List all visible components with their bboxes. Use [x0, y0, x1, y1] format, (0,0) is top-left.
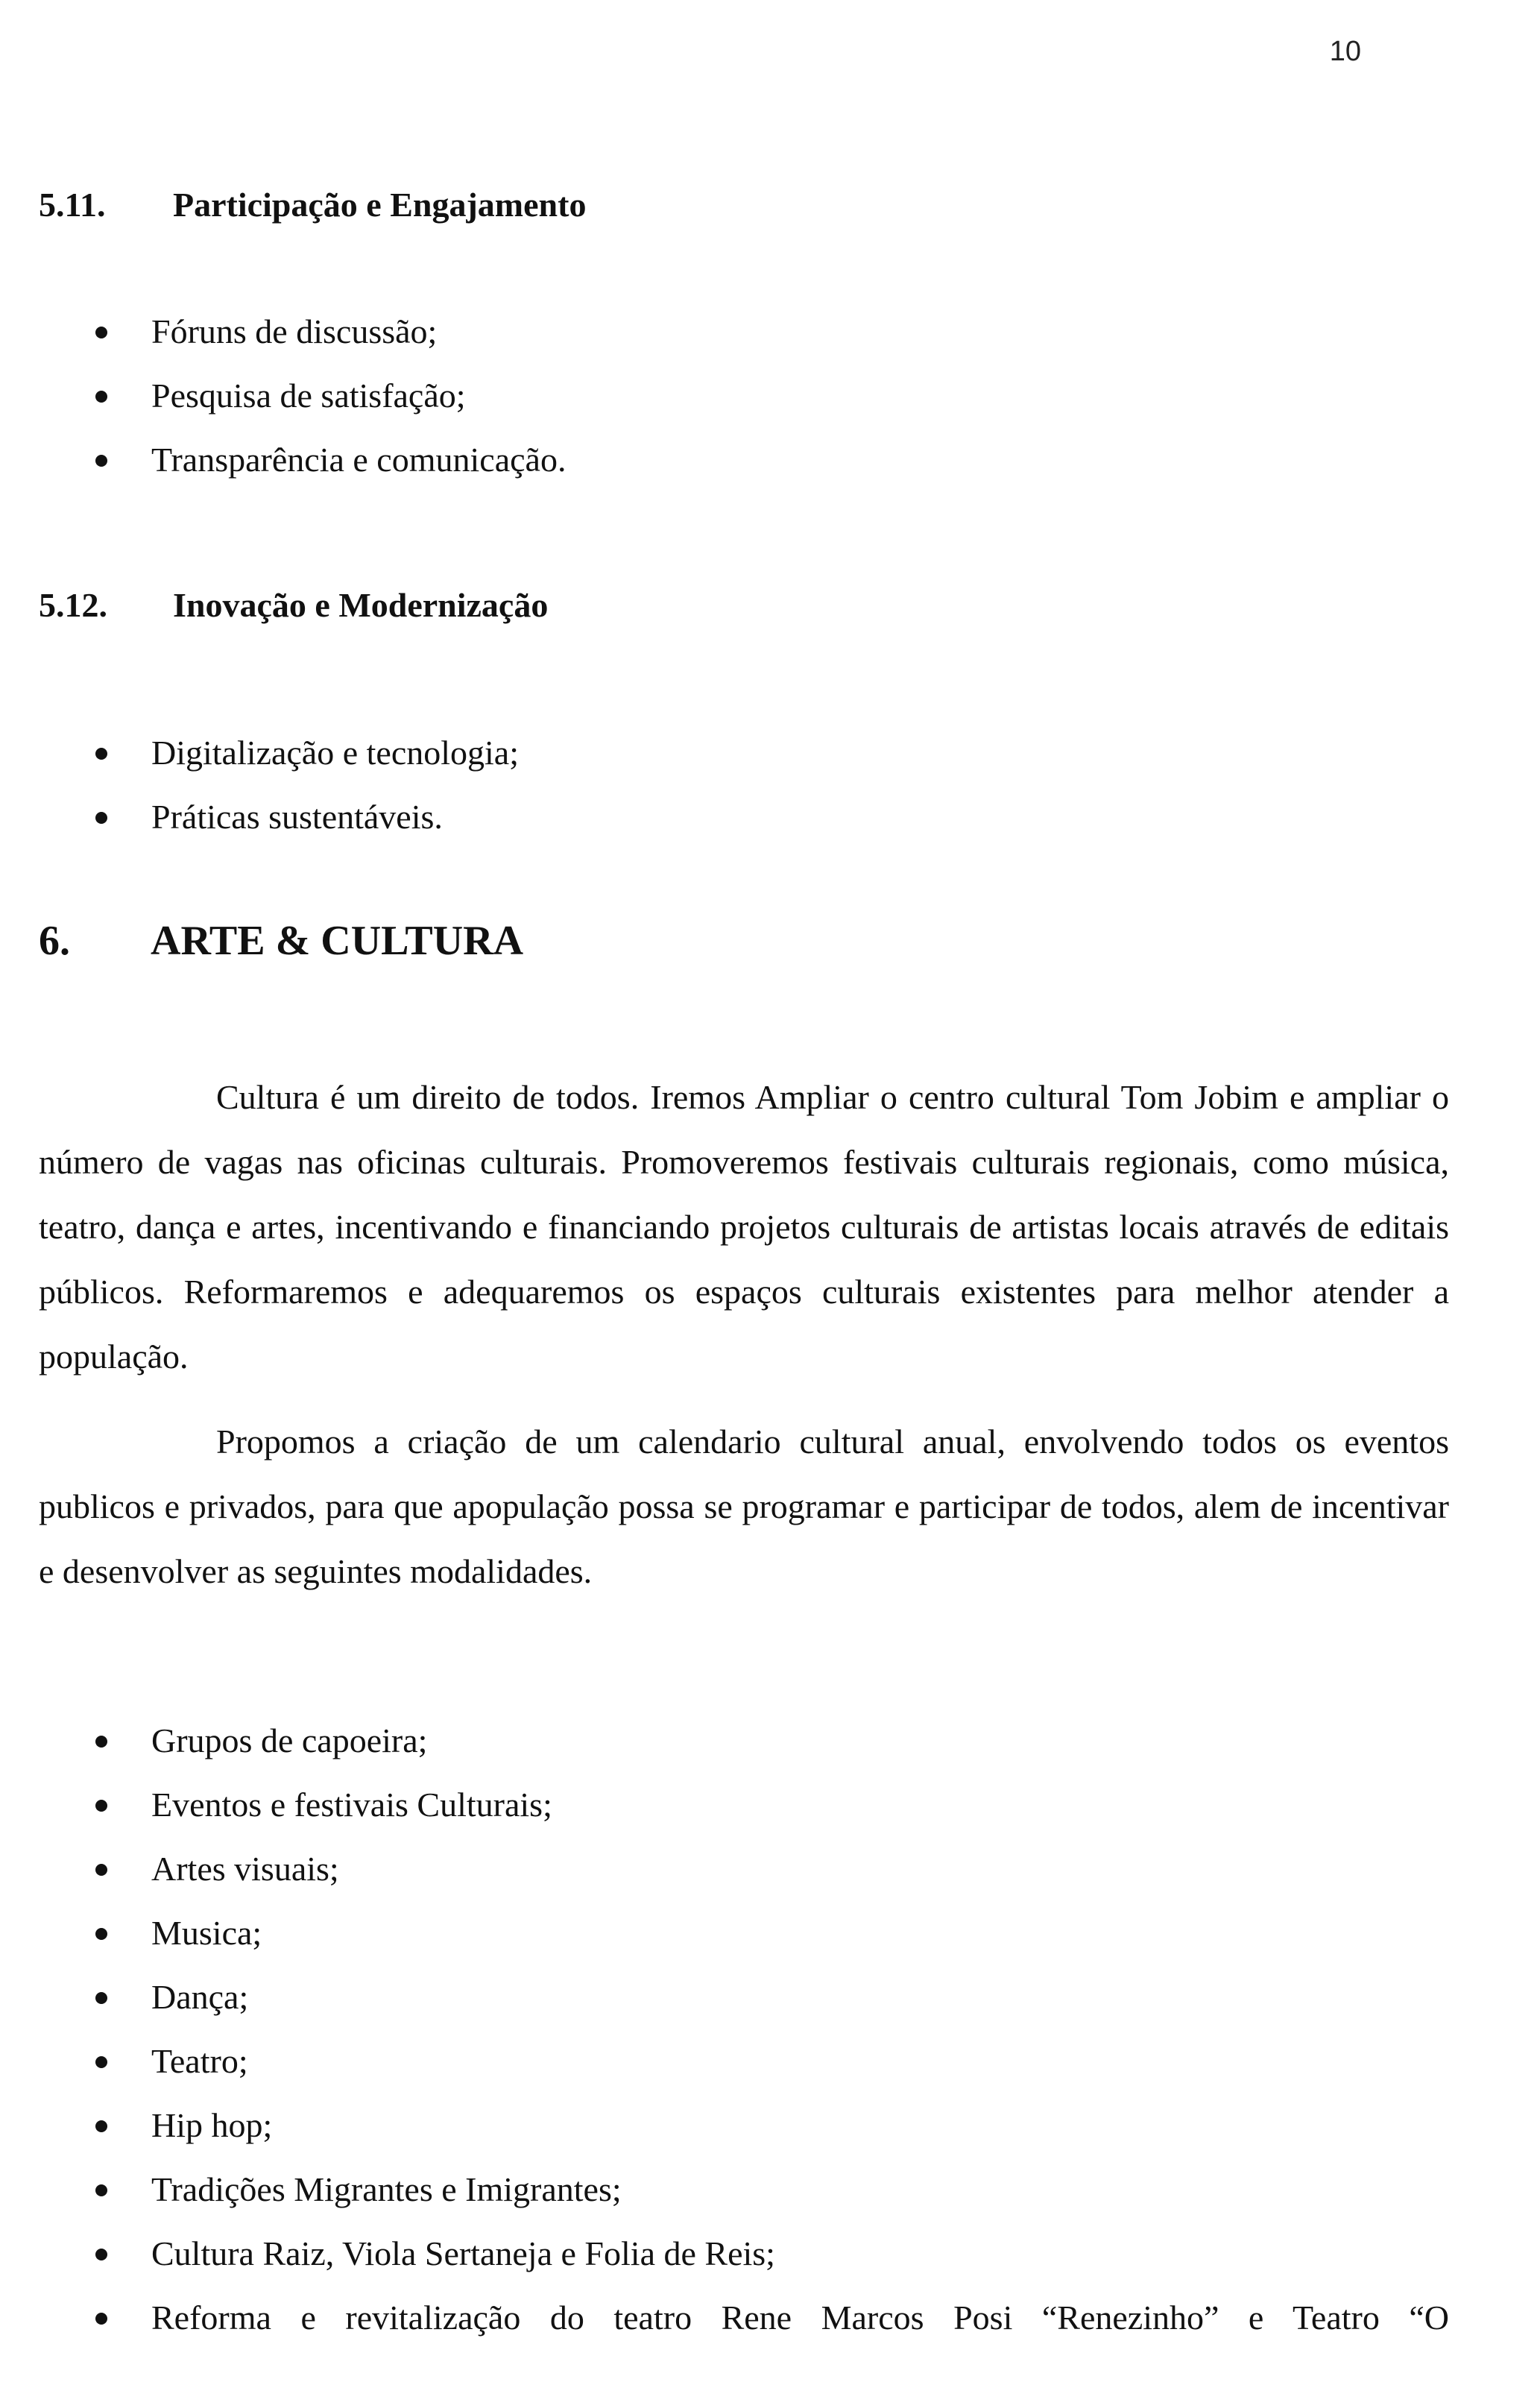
section-title: Inovação e Modernização [173, 586, 549, 624]
chapter-title: ARTE & CULTURA [151, 918, 524, 964]
bullet-icon [95, 1992, 107, 2004]
list-item-text: Teatro; [151, 2042, 248, 2080]
list-item [0, 1773, 1540, 1837]
list-item [0, 2222, 1540, 2286]
bullet-list-modalities [0, 1709, 1540, 2350]
list-item-text: Artes visuais; [151, 1850, 339, 1888]
bullet-icon [95, 2056, 107, 2068]
list-item [0, 364, 1540, 428]
list-item-text: Transparência e comunicação. [151, 441, 567, 479]
bullet-icon [95, 327, 107, 338]
section-heading-5-11 [39, 185, 586, 224]
paragraph-culture-right: Cultura é um direito de todos. Iremos Ampliar o centro cultural Tom Jobim e ampliar o número de vagas nas oficinas culturais. Promoveremos festivais culturais regionais, como música, teatro, dança e artes, incentivando e financiando projetos culturais de artistas locais através de editais públicos. Reformaremos e adequaremos os espaços culturais existentes para melhor atender a população. [39, 1078, 1449, 1376]
bullet-list-5-12 [0, 721, 1540, 849]
bullet-icon [95, 1864, 107, 1876]
page-number: 10 [1329, 36, 1361, 67]
paragraph-cultural-calendar: Propomos a criação de um calendario cultural anual, envolvendo todos os eventos publicos e privados, para que apopulação possa se programar e participar de todos, alem de incentivar e desenvolver as seguintes modalidades. [39, 1422, 1449, 1590]
list-item-text: Hip hop; [151, 2106, 273, 2144]
list-item [0, 300, 1540, 364]
list-item-text: Grupos de capoeira; [151, 1721, 428, 1759]
section-heading-5-12 [39, 585, 548, 625]
list-item-text: Reforma e revitalização do teatro Rene Marcos Posi “Renezinho” e Teatro “O [151, 2298, 1449, 2337]
list-item [0, 1709, 1540, 1773]
bullet-icon [95, 748, 107, 760]
list-item-text: Dança; [151, 1978, 249, 2016]
list-item-text: Pesquisa de satisfação; [151, 376, 466, 415]
list-item-text: Eventos e festivais Culturais; [151, 1786, 552, 1824]
section-title: Participação e Engajamento [173, 186, 587, 224]
bullet-icon [95, 391, 107, 403]
list-item-text: Cultura Raiz, Viola Sertaneja e Folia de Reis; [151, 2234, 775, 2272]
bullet-icon [95, 2249, 107, 2260]
bullet-list-5-11 [0, 300, 1540, 492]
chapter-heading-6 [39, 917, 523, 965]
section-number: 5.11. [39, 186, 106, 224]
list-item [0, 785, 1540, 849]
list-item [0, 721, 1540, 785]
list-item [0, 2286, 1449, 2350]
list-item-text: Fóruns de discussão; [151, 312, 438, 350]
list-item-text: Práticas sustentáveis. [151, 798, 443, 836]
list-item [0, 428, 1540, 492]
bullet-icon [95, 2184, 107, 2196]
bullet-icon [95, 455, 107, 467]
bullet-icon [95, 1928, 107, 1940]
list-item [0, 2093, 1540, 2158]
chapter-number: 6. [39, 918, 70, 964]
list-item-text: Tradições Migrantes e Imigrantes; [151, 2170, 622, 2208]
section-number: 5.12. [39, 586, 107, 624]
bullet-icon [95, 1736, 107, 1748]
list-item [0, 2029, 1540, 2093]
list-item [0, 1901, 1540, 1965]
list-item [0, 1965, 1540, 2029]
bullet-icon [95, 2120, 107, 2132]
list-item [0, 2158, 1540, 2222]
list-item [0, 1837, 1540, 1901]
list-item-text: Musica; [151, 1914, 262, 1952]
bullet-icon [95, 812, 107, 824]
bullet-icon [95, 1800, 107, 1812]
bullet-icon [95, 2313, 107, 2325]
list-item-text: Digitalização e tecnologia; [151, 734, 519, 772]
